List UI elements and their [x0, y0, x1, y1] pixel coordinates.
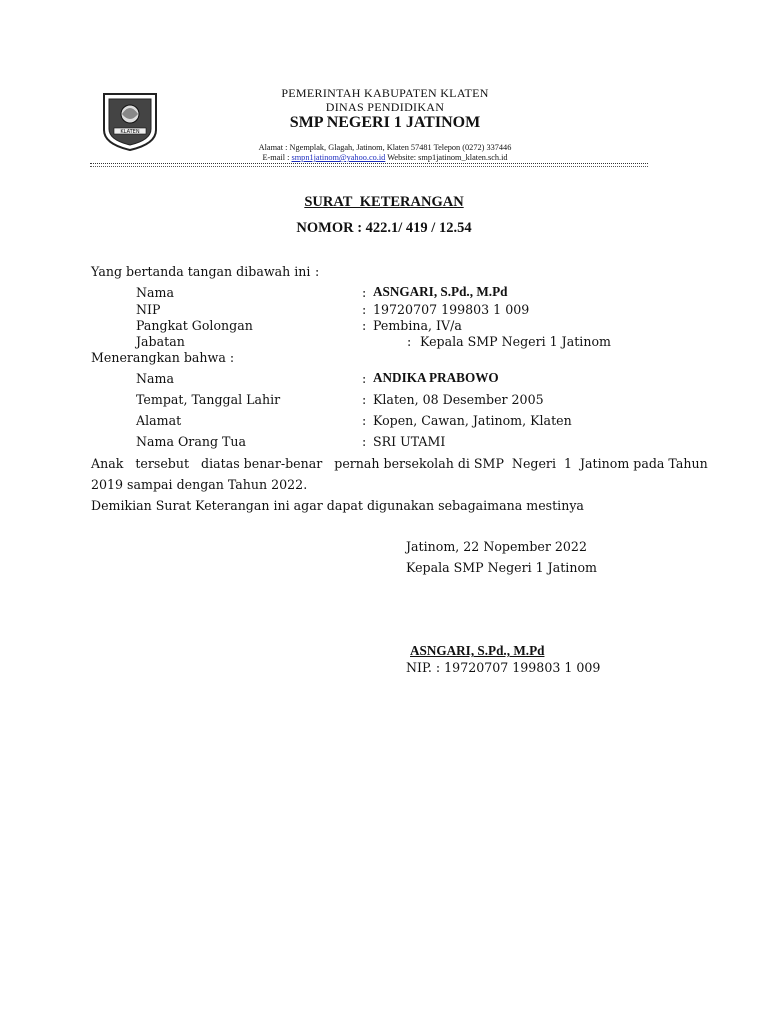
letterhead-contact [160, 153, 610, 162]
student-colon: : [362, 371, 367, 386]
signer-colon: : [362, 318, 367, 333]
letterhead-office: DINAS PENDIDIKAN [325, 100, 445, 114]
student-label-address: Alamat [136, 413, 182, 428]
student-label-parent: Nama Orang Tua [136, 434, 247, 449]
signer-value-nip: 19720707 199803 1 009 [373, 302, 530, 317]
signer-label-position: Jabatan [136, 334, 185, 349]
letterhead-government: PEMERINTAH KABUPATEN KLATEN [281, 86, 489, 100]
signer-label-nip: NIP [136, 302, 161, 317]
statement-line-1: Anak tersebut diatas benar-benar pernah bersekolah di SMP Negeri 1 Jatinom pada Tahun [91, 456, 708, 471]
signer-position: Kepala SMP Negeri 1 Jatinom [406, 560, 597, 575]
letterhead-school: SMP NEGERI 1 JATINOM [289, 114, 481, 131]
student-value-parent: SRI UTAMI [373, 434, 446, 449]
signer-label-name: Nama [136, 285, 174, 300]
signer-nip: NIP. : 19720707 199803 1 009 [406, 660, 601, 675]
website-text: Website: smp1jatinom_klaten.sch.id [387, 153, 508, 162]
closing-text: Demikian Surat Keterangan ini agar dapat digunakan sebagaimana mestinya [91, 498, 584, 513]
klaten-regency-emblem [100, 90, 160, 152]
statement-line-2: 2019 sampai dengan Tahun 2022. [91, 477, 308, 492]
document-title: SURAT KETERANGAN [304, 194, 464, 210]
place-date: Jatinom, 22 Nopember 2022 [406, 539, 587, 554]
declares-text: Menerangkan bahwa : [91, 350, 235, 365]
student-label-birth: Tempat, Tanggal Lahir [136, 392, 281, 407]
signer-colon: : [362, 302, 367, 317]
intro-colon: : [315, 264, 320, 279]
student-colon: : [362, 434, 367, 449]
signer-colon: : [362, 285, 367, 300]
signer-colon: : [407, 334, 412, 349]
student-value-birth: Klaten, 08 Desember 2005 [373, 392, 544, 407]
student-value-name: ANDIKA PRABOWO [373, 370, 499, 385]
signer-name: ASNGARI, S.Pd., M.Pd [410, 643, 545, 658]
letterhead-divider-2 [90, 166, 648, 167]
student-colon: : [362, 413, 367, 428]
signer-value-name: ASNGARI, S.Pd., M.Pd [373, 284, 508, 299]
letterhead-divider [90, 163, 648, 164]
student-label-name: Nama [136, 371, 174, 386]
student-value-address: Kopen, Cawan, Jatinom, Klaten [373, 413, 572, 428]
letterhead-address: Alamat : Ngemplak, Glagah, Jatinom, Klaten 57481 Telepon (0272) 337446 [258, 143, 512, 152]
signer-value-position: Kepala SMP Negeri 1 Jatinom [420, 334, 611, 349]
document-number: NOMOR : 422.1/ 419 / 12.54 [296, 220, 472, 236]
emblem-text: KLATEN [120, 129, 140, 135]
signer-label-rank: Pangkat Golongan [136, 318, 253, 333]
student-colon: : [362, 392, 367, 407]
signer-value-rank: Pembina, IV/a [373, 318, 462, 333]
email-label: E-mail : [262, 153, 290, 162]
email-link[interactable]: smpn1jatinom@yahoo.co.id [291, 153, 386, 162]
intro-text: Yang bertanda tangan dibawah ini [91, 264, 311, 279]
